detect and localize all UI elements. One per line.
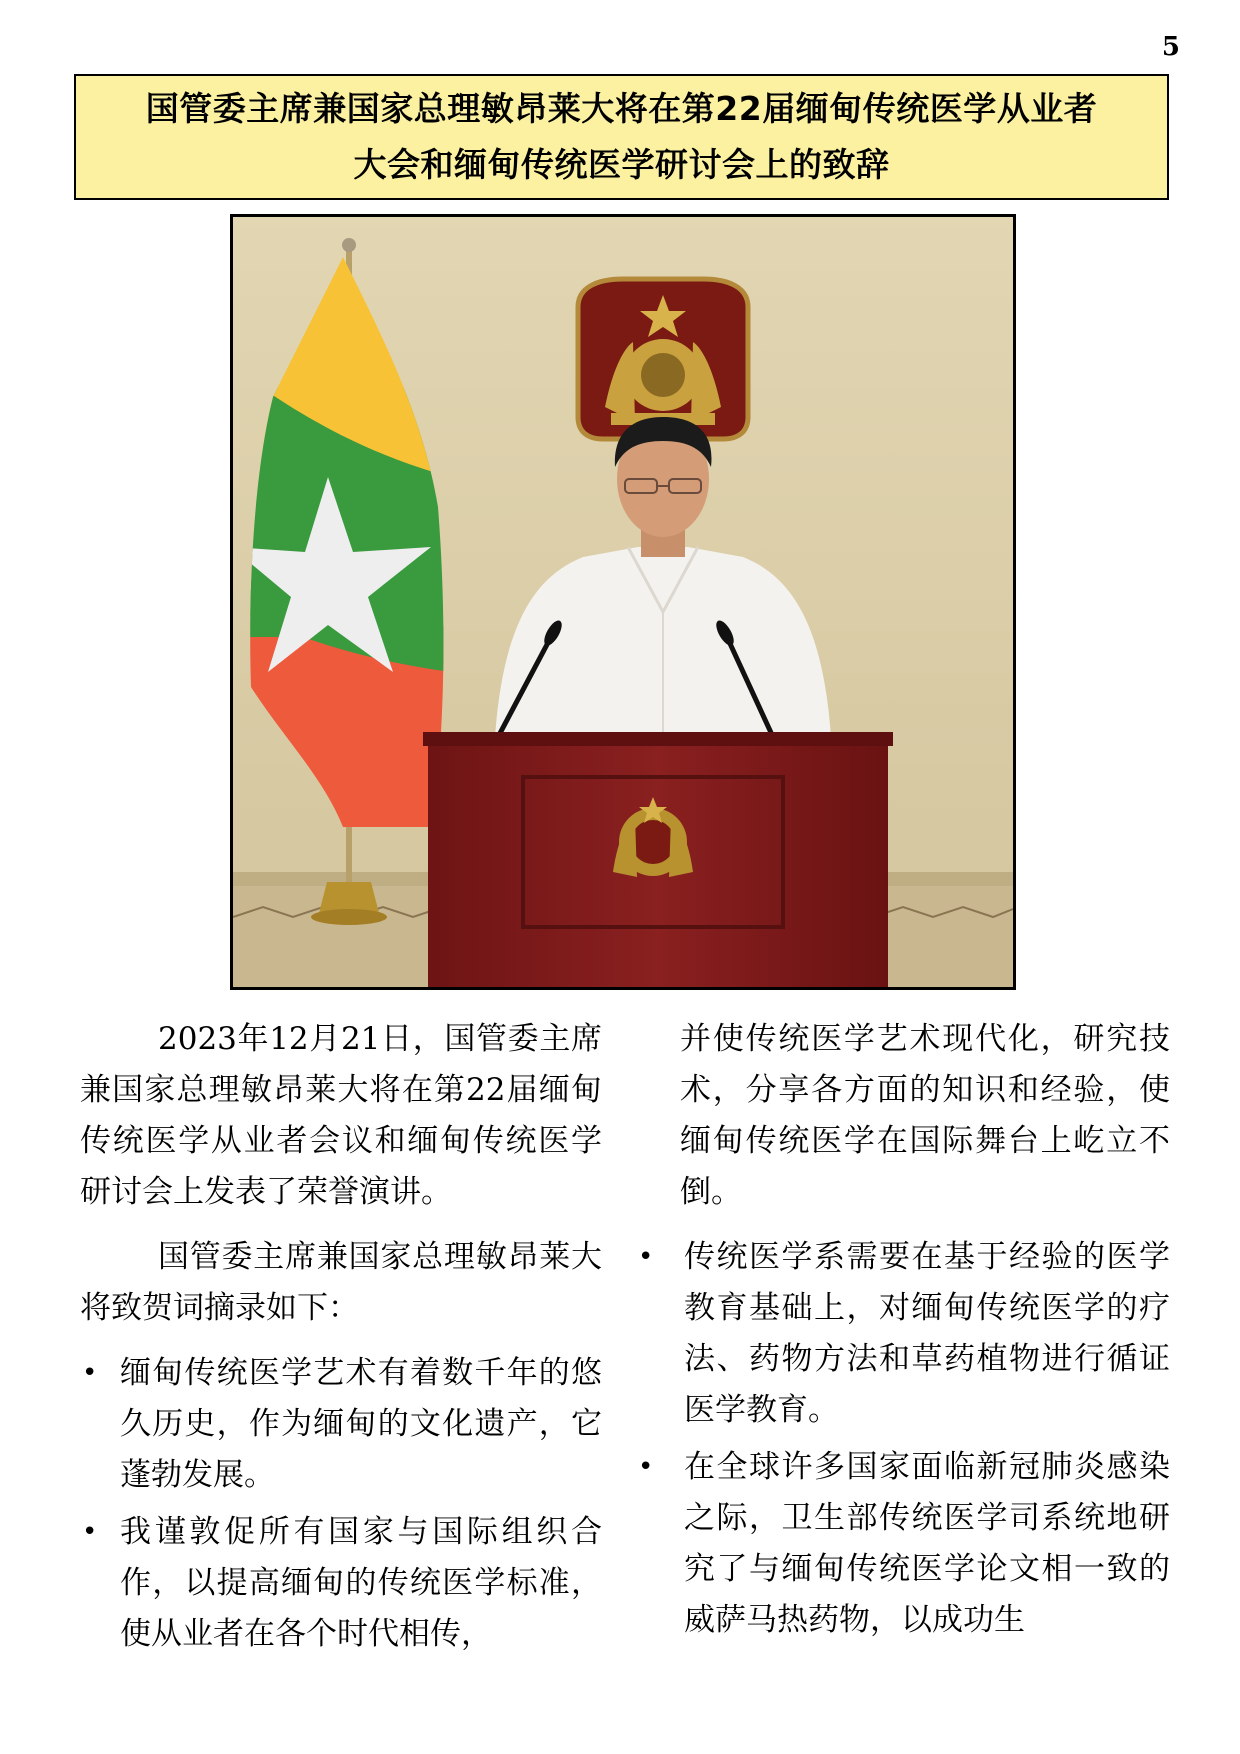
list-item-text: 传统医学系需要在基于经验的医学教育基础上，对缅甸传统医学的疗法、药物方法和草药植物进行循证医学教育。 — [684, 1239, 1170, 1428]
speech-photo-illustration — [233, 217, 1013, 987]
bullet-icon: • — [638, 1242, 654, 1272]
excerpt-intro-paragraph: 国管委主席兼国家总理敏昂莱大将致贺词摘录如下： — [80, 1239, 602, 1326]
bullet-icon: • — [82, 1517, 98, 1547]
right-column — [640, 1014, 1170, 1652]
title-line-2: 大会和缅甸传统医学研讨会上的致辞 — [353, 145, 890, 184]
continuation-paragraph: 并使传统医学艺术现代化，研究技术，分享各方面的知识和经验，使缅甸传统医学在国际舞台上屹立不倒。 — [680, 1021, 1170, 1210]
page-number: 5 — [1161, 32, 1180, 62]
list-item-text: 我谨敦促所有国家与国际组织合作，以提高缅甸的传统医学标准，使从业者在各个时代相传， — [120, 1514, 602, 1652]
bullet-icon: • — [638, 1452, 654, 1482]
list-item-text: 缅甸传统医学艺术有着数千年的悠久历史，作为缅甸的文化遗产，它蓬勃发展。 — [120, 1355, 602, 1493]
list-item — [80, 1507, 602, 1660]
bullet-icon: • — [82, 1358, 98, 1388]
left-bullet-list — [80, 1348, 602, 1660]
podium — [423, 732, 893, 987]
right-bullet-list — [640, 1232, 1170, 1646]
article-title — [74, 74, 1169, 200]
list-item-text: 在全球许多国家面临新冠肺炎感染之际，卫生部传统医学司系统地研究了与缅甸传统医学论文相一致的威萨马热药物，以成功生 — [684, 1449, 1170, 1638]
intro-paragraph: 2023年12月21日，国管委主席兼国家总理敏昂莱大将在第22届缅甸传统医学从业者会议和缅甸传统医学研讨会上发表了荣誉演讲。 — [80, 1021, 602, 1210]
speech-photo — [230, 214, 1016, 990]
left-column — [80, 1014, 602, 1666]
title-line-1: 国管委主席兼国家总理敏昂莱大将在第22届缅甸传统医学从业者 — [145, 89, 1098, 128]
list-item — [640, 1232, 1170, 1436]
state-emblem-wall — [578, 279, 748, 439]
list-item — [80, 1348, 602, 1501]
list-item — [640, 1442, 1170, 1646]
